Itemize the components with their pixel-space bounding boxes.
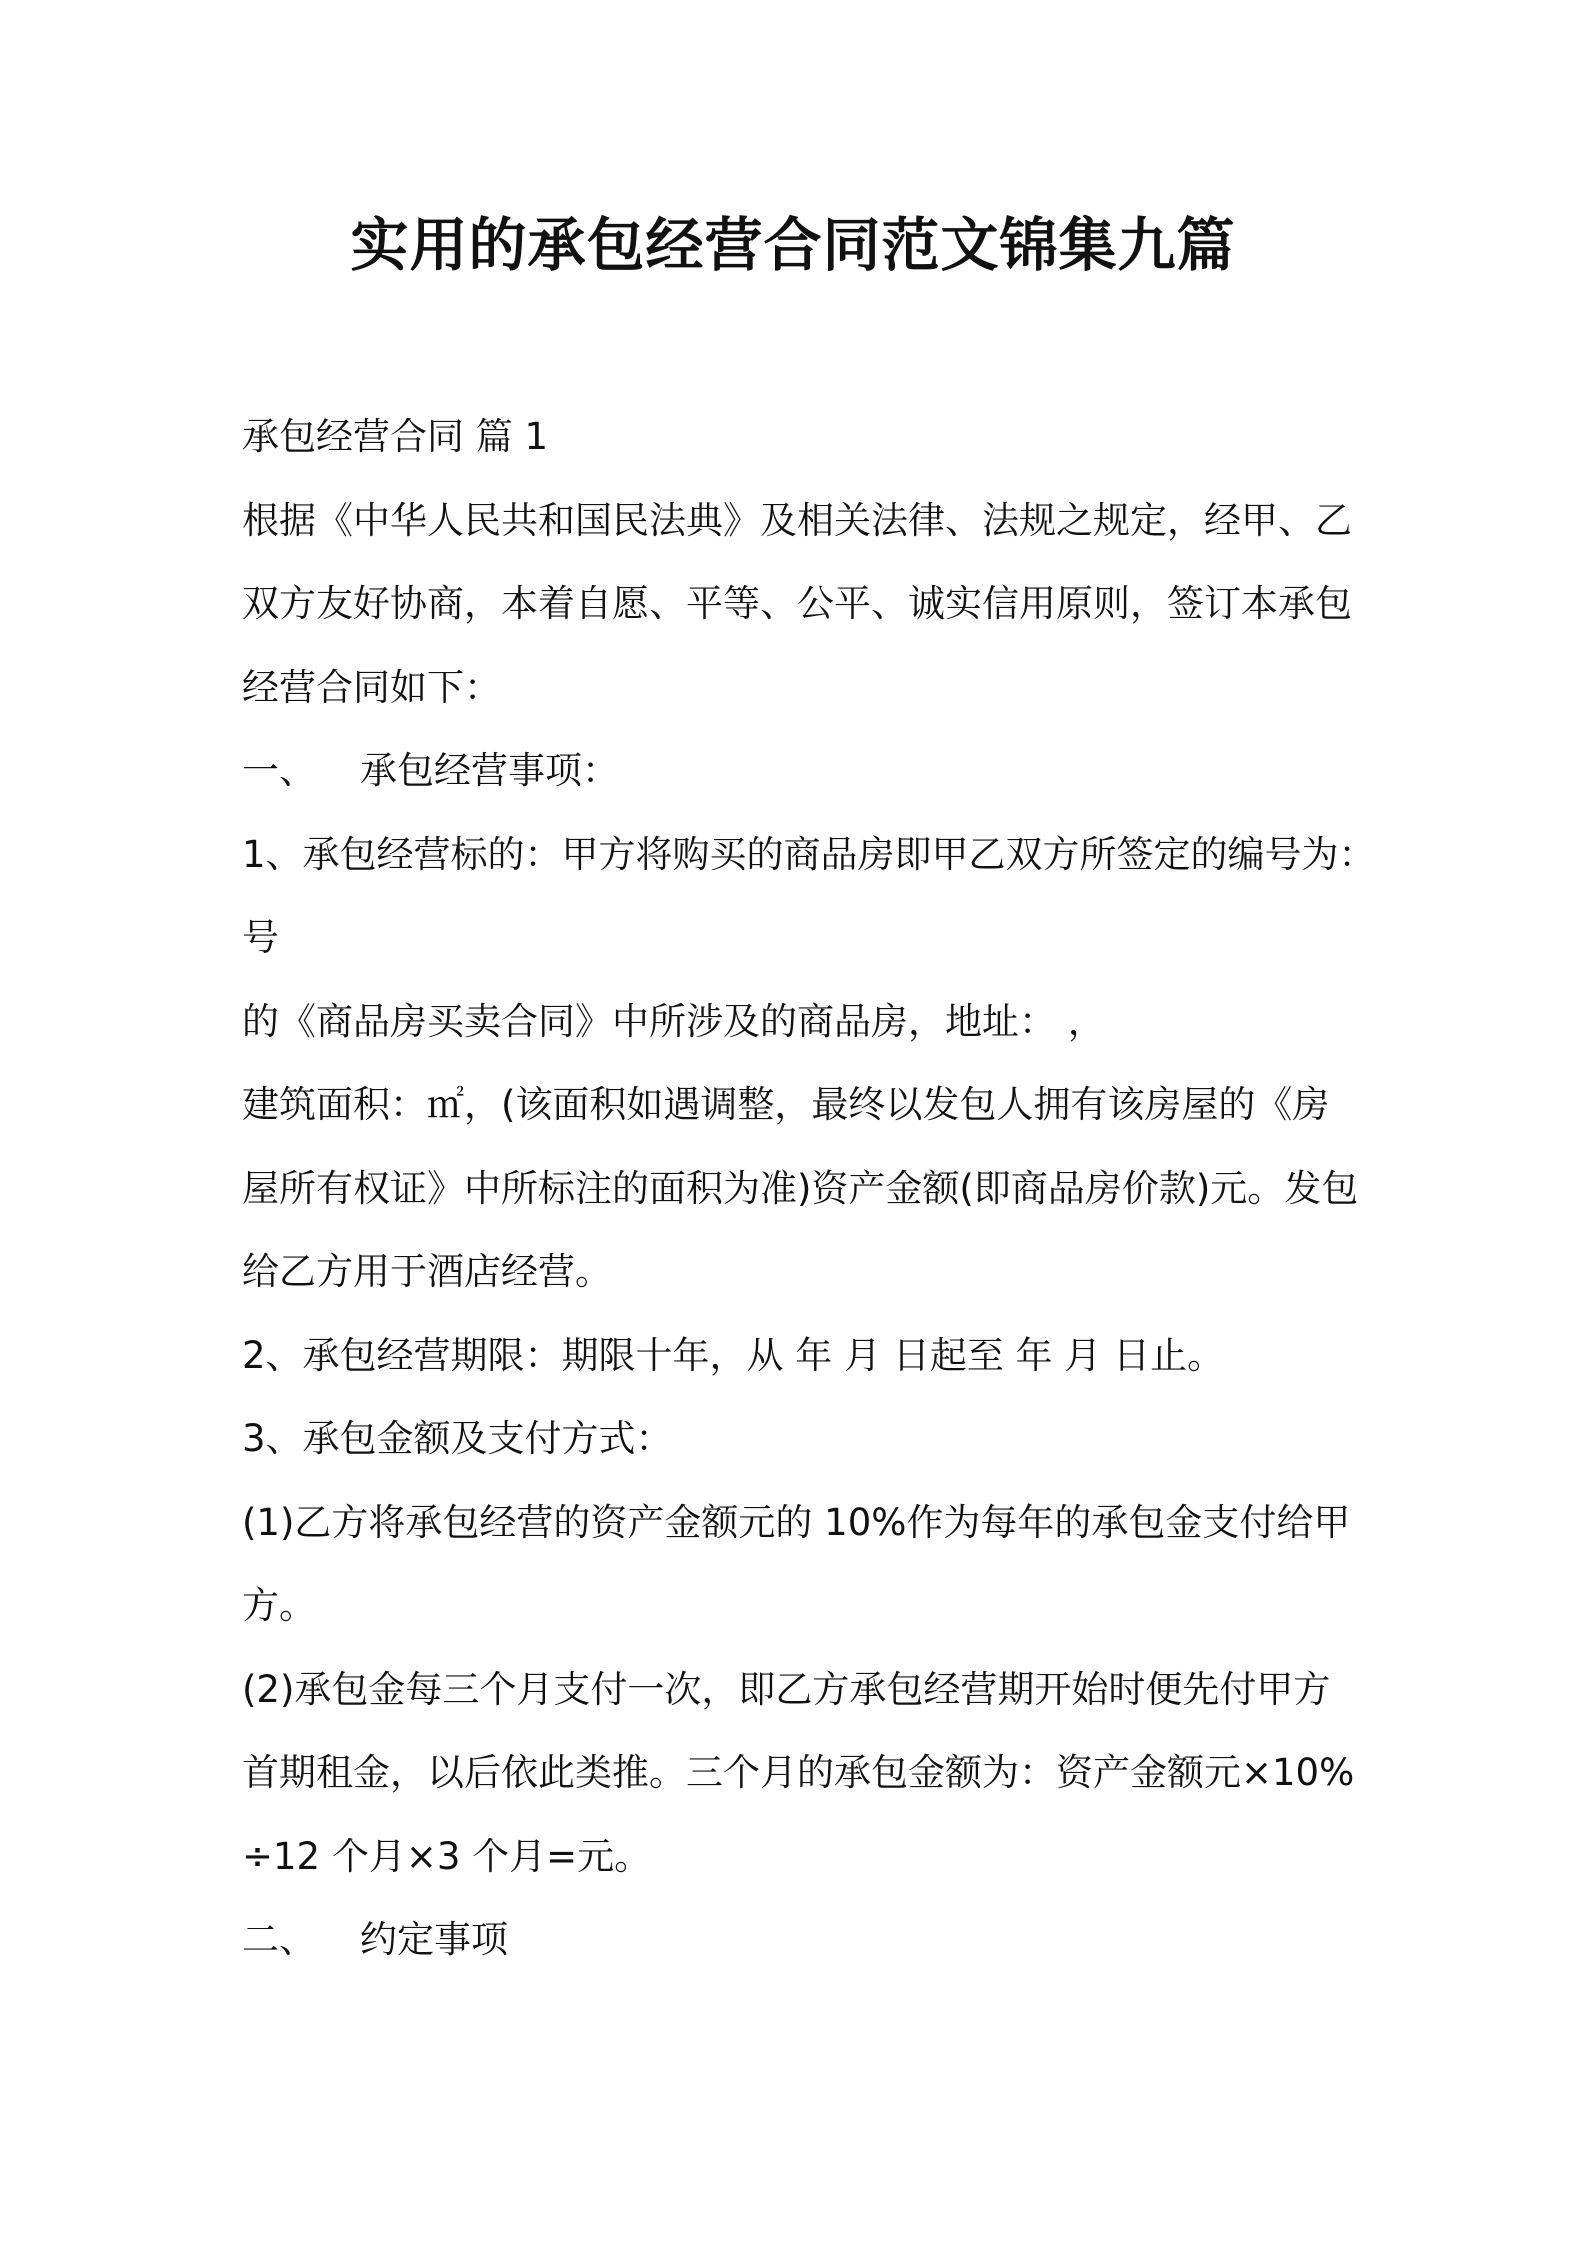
clause-line: 方。 <box>242 1584 316 1627</box>
section-two-number: 二、 <box>242 1918 316 1961</box>
clause-line: 给乙方用于酒店经营。 <box>242 1250 612 1293</box>
paragraph-line: 双方友好协商，本着自愿、平等、公平、诚实信用原则，签订本承包 <box>242 582 1352 625</box>
document-title: 实用的承包经营合同范文锦集九篇 <box>350 211 1236 279</box>
clause-line: 2、承包经营期限：期限十年，从 年 月 日起至 年 月 日止。 <box>242 1333 1225 1377</box>
paragraph-line: 经营合同如下： <box>242 665 501 709</box>
section-one-title: 承包经营事项： <box>360 749 619 792</box>
clause-line: 屋所有权证》中所标注的面积为准)资产金额(即商品房价款)元。发包 <box>242 1166 1359 1210</box>
section-one-number: 一、 <box>242 749 316 792</box>
clause-line: 首期租金，以后依此类推。三个月的承包金额为：资产金额元×10% <box>242 1751 1355 1794</box>
clause-line: 3、承包金额及支付方式： <box>242 1417 673 1460</box>
section-one-heading <box>242 729 1352 813</box>
clause-line: (2)承包金每三个月支付一次，即乙方承包经营期开始时便先付甲方 <box>242 1667 1331 1711</box>
section-heading-part1: 承包经营合同 篇 1 <box>242 415 549 458</box>
clause-line: ÷12 个月×3 个月=元。 <box>242 1834 652 1878</box>
clause-line: 1、承包经营标的：甲方将购买的商品房即甲乙双方所签定的编号为： <box>242 832 1376 876</box>
document-body <box>242 395 1376 1982</box>
clause-line: 建筑面积：㎡，(该面积如遇调整，最终以发包人拥有该房屋的《房 <box>242 1083 1330 1126</box>
section-two-heading <box>242 1898 1352 1982</box>
section-two-title: 约定事项 <box>360 1918 508 1961</box>
clause-line: 号 <box>242 916 279 959</box>
paragraph-line: 根据《中华人民共和国民法典》及相关法律、法规之规定，经甲、乙 <box>242 498 1352 542</box>
clause-line: (1)乙方将承包经营的资产金额元的 10%作为每年的承包金支付给甲 <box>242 1500 1351 1544</box>
clause-line: 的《商品房买卖合同》中所涉及的商品房，地址： ， <box>242 999 1105 1043</box>
